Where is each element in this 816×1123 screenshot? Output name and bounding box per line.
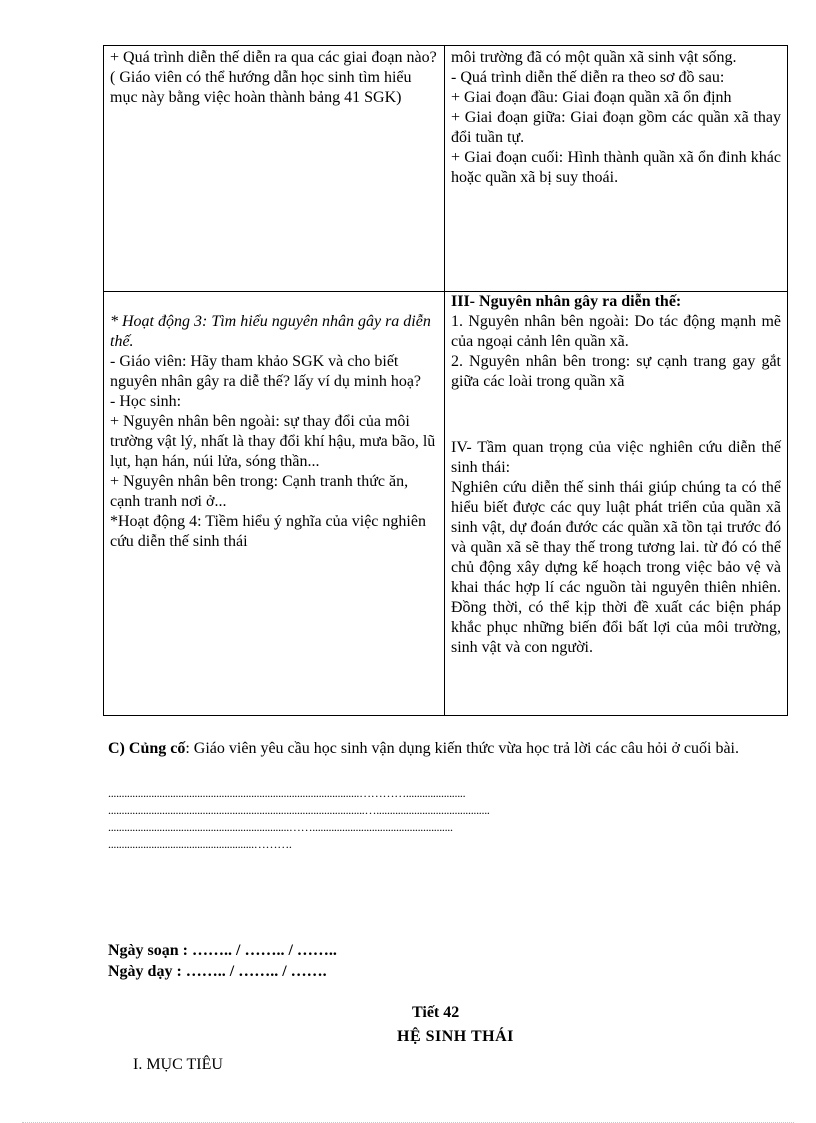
content-line: + Giai đoạn cuối: Hình thành quần xã ổn đinh khác hoặc quần xã bị suy thoái. [451, 149, 781, 186]
lesson-table [103, 45, 788, 716]
objective-heading: I. MỤC TIÊU [133, 1056, 223, 1073]
summary-label: C) Củng cố [108, 740, 186, 757]
section-4-body: Nghiên cứu diễn thế sinh thái giúp chúng ta có thể hiểu biết được các quy luật phát triển của quần xã sinh vật, dự đoán đước các quần xã tồn tại trước đó và quần xã sẽ thay thế trong tương lai. từ đó có thể chủ động xây dựng kế hoạch trong việc bảo vệ và khai thác hợp lí các nguồn tài nguyên thiên nhiên. Đồng thời, có thể kịp thời đề xuất các biện pháp khắc phục những biến đổi bất lợi của môi trường, sinh vật và con người. [451, 479, 781, 656]
content-line: + Giai đoạn đầu: Giai đoạn quần xã ổn định [451, 89, 732, 106]
taught-date: Ngày dạy : …….. / …….. / ……. [108, 963, 327, 980]
answer-line: .............................................................................................…………...................... [108, 786, 466, 800]
period-number: Tiết 42 [412, 1004, 460, 1021]
activity-4-heading: *Hoạt động 4: Tiềm hiểu ý nghĩa của việc nghiên cứu diễn thế sinh thái [110, 513, 426, 550]
table-row [104, 292, 788, 716]
teacher-activity-cell [104, 292, 445, 716]
date-block [108, 940, 337, 982]
lesson-title: HỆ SINH THÁI [397, 1028, 514, 1045]
answer-line: ...............................................................................................….......................................... [108, 803, 490, 817]
prepared-date: Ngày soạn : …….. / …….. / …….. [108, 942, 337, 959]
internal-cause: + Nguyên nhân bên trong: Cạnh tranh thức ăn, cạnh tranh nơi ở... [110, 473, 409, 510]
teacher-activity-cell [104, 46, 445, 292]
content-cell [445, 292, 788, 716]
summary-text: : Giáo viên yêu cầu học sinh vận dụng kiến thức vừa học trả lời các câu hỏi ở cuối bài. [185, 740, 739, 757]
table-row [104, 46, 788, 292]
question-stages: + Quá trình diễn thế diễn ra qua các giai đoạn nào? [110, 49, 437, 66]
cause-external: 1. Nguyên nhân bên ngoài: Do tác động mạnh mẽ của ngoại cảnh lên quần xã. [451, 313, 781, 350]
section-3-heading: III- Nguyên nhân gây ra diễn thế: [451, 293, 682, 310]
content-line: - Quá trình diễn thế diễn ra theo sơ đồ sau: [451, 69, 725, 86]
activity-3-heading: * Hoạt động 3: Tìm hiểu nguyên nhân gây ra diễn thế. [110, 313, 431, 350]
content-line: môi trường đã có một quần xã sinh vật sống. [451, 49, 737, 66]
summary-paragraph [108, 738, 776, 759]
content-cell [445, 46, 788, 292]
cause-internal: 2. Nguyên nhân bên trong: sự cạnh trang gay gắt giữa các loài trong quần xã [451, 353, 781, 390]
content-line: + Giai đoạn giữa: Giai đoạn gồm các quần xã thay đổi tuần tự. [451, 109, 781, 146]
student-label: - Học sinh: [110, 393, 182, 410]
teacher-question: - Giáo viên: Hãy tham khảo SGK và cho biết nguyên nhân gây ra diễ thế? lấy ví dụ minh hoạ? [110, 353, 422, 390]
spacer [451, 392, 781, 438]
teacher-guidance-note: ( Giáo viên có thể hướng dẫn học sinh tìm hiểu mục này bằng việc hoàn thành bảng 41 SGK) [110, 69, 412, 106]
external-cause: + Nguyên nhân bên ngoài: sự thay đổi của môi trường vật lý, nhất là thay đổi khí hậu, mưa bão, lũ lụt, hạn hán, núi lửa, sóng thần... [110, 413, 436, 470]
answer-line: ......................................................………. [108, 837, 292, 851]
answer-line: ...................................................................…….................................................... [108, 820, 453, 834]
section-4-heading: IV- Tầm quan trọng của việc nghiên cứu diễn thế sinh thái: [451, 439, 781, 476]
